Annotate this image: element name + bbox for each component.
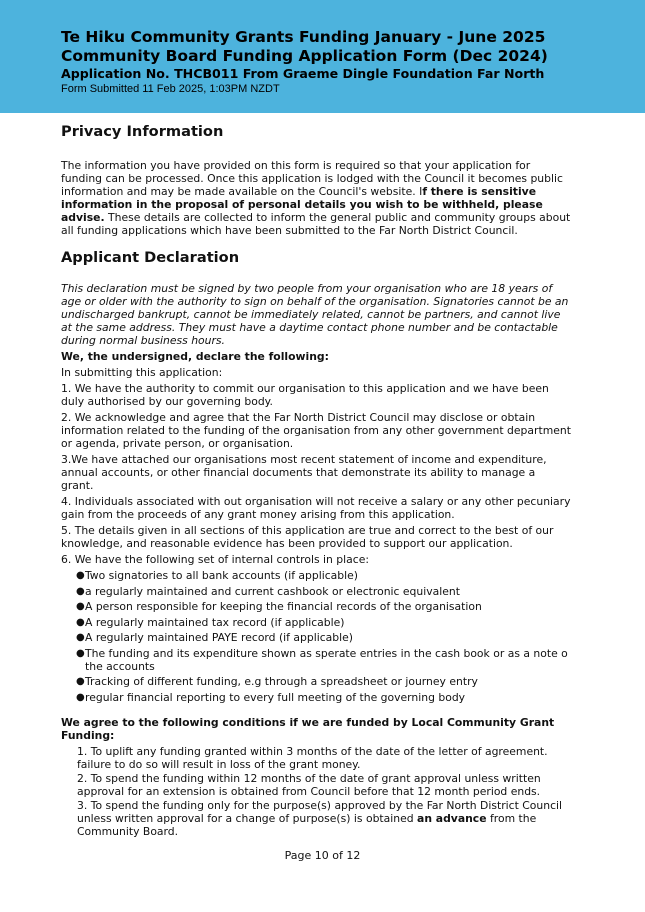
condition-3-bold: an advance (417, 811, 487, 825)
control-item-text: Tracking of different funding, e.g through a spreadsheet or journey entry (85, 675, 478, 688)
bullet-icon: ● (76, 616, 85, 628)
control-item-text: regular financial reporting to every full meeting of the governing body (85, 690, 466, 704)
internal-controls-list (76, 569, 571, 704)
privacy-text-a: The information you have provided on this form is required so that your application for funding can be processed. Once this application is lodged with the Council it becomes public information and may be made available on the Council's website. I (61, 159, 563, 198)
declaration-point: 6. We have the following set of internal controls in place: (61, 553, 369, 566)
condition-item: 2. To spend the funding within 12 months of the date of grant approval unless written approval for an extension is obtained from Council before that 12 month period ends. (77, 771, 541, 798)
bullet-icon: ● (76, 601, 85, 612)
control-item-text: a regularly maintained and current cashbook or electronic equivalent (85, 584, 460, 598)
in-submitting: In submitting this application: (61, 366, 223, 379)
submitted-date: Form Submitted 11 Feb 2025, 1:03PM NZDT (61, 83, 280, 95)
privacy-text-c: These details are collected to inform the general public and community groups about all funding applications which have been submitted to the Far North District Council. (61, 211, 571, 237)
control-item-text: A person responsible for keeping the financial records of the organisation (85, 600, 482, 613)
page-number: Page 10 of 12 (284, 849, 361, 862)
bullet-icon: ● (76, 570, 85, 581)
privacy-heading: Privacy Information (61, 123, 224, 140)
declaration-point: 2. We acknowledge and agree that the Far North District Council may disclose or obtain information related to the funding of the organisation from any other government department or agenda, private person, or organisation. (61, 411, 571, 450)
declaration-point: 1. We have the authority to commit our organisation to this application and we have been duly authorised by our governing body. (61, 382, 549, 408)
page-content (61, 120, 571, 839)
privacy-text-bold: f there is sensitive information in the proposal of personal details you wish to be withheld, please advise. (61, 185, 543, 224)
control-item-text: A regularly maintained tax record (if applicable) (85, 615, 345, 629)
control-item (76, 631, 571, 644)
declaration-point: 3.We have attached our organisations most recent statement of income and expenditure, annual accounts, or other financial documents that demonstrate its ability to manage a grant. (61, 453, 547, 492)
conditions-list (77, 745, 571, 838)
privacy-text (61, 159, 571, 237)
declaration-heading: Applicant Declaration (61, 249, 240, 266)
conditions-heading: We agree to the following conditions if we are funded by Local Community Grant Funding: (61, 715, 555, 742)
bullet-icon: ● (76, 647, 85, 659)
condition-item (77, 799, 571, 838)
declaration-intro: This declaration must be signed by two people from your organisation who are 18 years of age or older with the authority to sign on behalf of the organisation. Signatories cannot be an undischarged bankrupt, cannot be immediately related, cannot be partners, and cannot live at the same address. They must have a daytime contact phone number and be contactable during normal business hours. (61, 282, 569, 347)
form-title-line-2: Community Board Funding Application Form (Dec 2024) (61, 47, 548, 65)
condition-3-text-a: 3. To spend the funding only for the purpose(s) approved by the Far North District Council unless written approval for a change of purpose(s) is obtained (77, 798, 563, 825)
application-number: Application No. THCB011 From Graeme Dingle Foundation Far North (61, 66, 545, 81)
declaration-point: 5. The details given in all sections of this application are true and correct to the best of our knowledge, and reasonable evidence has been provided to support our application. (61, 524, 554, 550)
control-item (76, 585, 571, 598)
bullet-icon: ● (76, 632, 85, 643)
control-item (76, 616, 571, 629)
control-item (76, 569, 571, 582)
control-item (76, 600, 571, 613)
condition-3-text-c: from the Community Board. (77, 811, 537, 838)
declaration-point: 4. Individuals associated with out organisation will not receive a salary or any other pecuniary gain from the proceeds of any grant money arising from this application. (61, 495, 571, 521)
control-item-text: Two signatories to all bank accounts (if applicable) (85, 569, 359, 582)
control-item-text: A regularly maintained PAYE record (if applicable) (85, 631, 353, 644)
declare-heading: We, the undersigned, declare the following: (61, 350, 329, 363)
bullet-icon: ● (76, 676, 85, 687)
form-title-line-1: Te Hiku Community Grants Funding January - June 2025 (61, 28, 546, 46)
control-item (76, 691, 571, 704)
bullet-icon: ● (76, 691, 85, 703)
control-item-text: The funding and its expenditure shown as sperate entries in the cash book or as a note o the accounts (85, 646, 568, 673)
condition-item: 1. To uplift any funding granted within 3 months of the date of the letter of agreement. failure to do so will result in loss of the grant money. (77, 744, 548, 771)
control-item (76, 675, 571, 688)
bullet-icon: ● (76, 585, 85, 597)
form-header (0, 0, 645, 113)
control-item (76, 647, 571, 673)
